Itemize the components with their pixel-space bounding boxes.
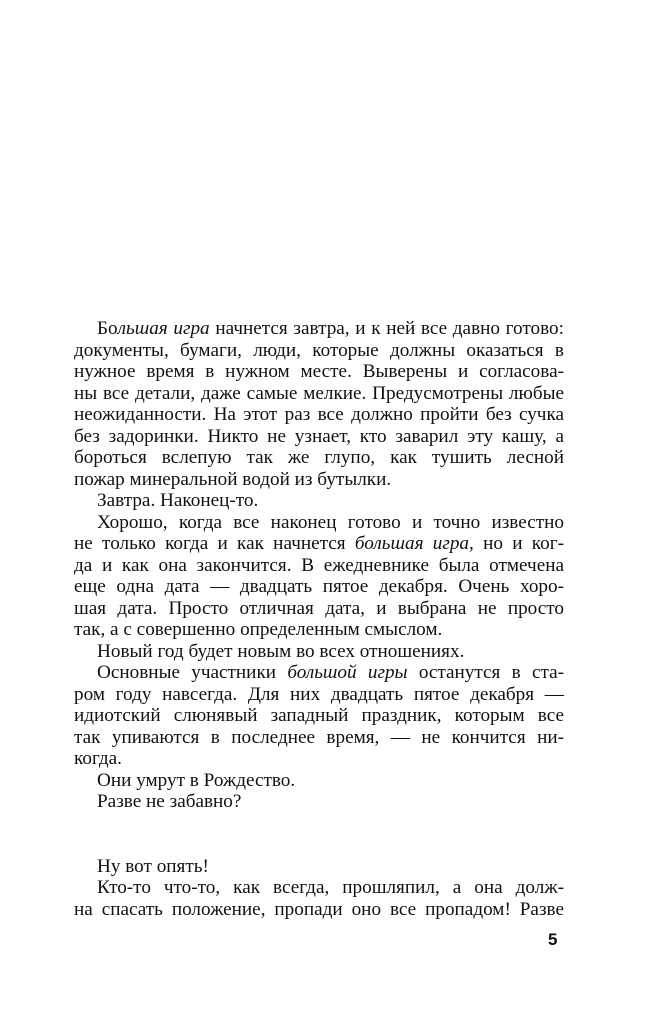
text-line: нужное время в нужном месте. Выверены и согласова- <box>74 361 564 382</box>
text-line: когда. <box>74 748 122 769</box>
text-line: Новый год будет новым во всех отношениях. <box>97 640 465 662</box>
text-line: так упиваются в последнее время, — не кончится ни- <box>74 726 564 748</box>
text-line: Основные участники большой игры останутся в ста- <box>97 662 565 683</box>
text-line: Они умрут в Рождество. <box>97 769 296 791</box>
text-line: пожар минеральной водой из бутылки. <box>74 468 392 490</box>
text-line: ны все детали, даже самые мелкие. Предусмотрены любые <box>74 382 564 404</box>
section-gap <box>74 813 564 856</box>
text-line: идиотский слюнявый западный праздник, которым все <box>74 705 564 726</box>
text-line: ром году навсегда. Для них двадцать пятое декабря — <box>74 683 564 705</box>
text-line: шая дата. Просто отличная дата, и выбрана не просто <box>74 597 564 619</box>
text-line: без задоринки. Никто не узнает, кто заварил эту кашу, а <box>74 425 564 447</box>
text-line: Большая игра начнется завтра, и к ней все давно готово: <box>97 318 564 339</box>
paragraph <box>74 318 564 490</box>
text-line: Хорошо, когда все наконец готово и точно известно <box>97 511 564 533</box>
text-line: не только когда и как начнется большая игра, но и ког- <box>74 533 564 554</box>
paragraph <box>74 770 564 792</box>
text-line: еще одна дата — двадцать пятое декабря. Очень хоро- <box>74 576 564 597</box>
italic-text: льшая игра <box>117 318 210 339</box>
text-line: неожиданности. На этот раз все должно пройти без сучка <box>74 404 564 425</box>
paragraph <box>74 512 564 641</box>
page-number: 5 <box>548 930 558 949</box>
text-line: на спасать положение, пропади оно все пропадом! Разве <box>74 898 564 920</box>
paragraph <box>74 641 564 663</box>
paragraph <box>74 877 564 920</box>
text-line: Завтра. Наконец-то. <box>97 490 259 511</box>
text-line: Кто-то что-то, как всегда, прошляпил, а она долж- <box>97 877 564 898</box>
paragraph <box>74 662 564 770</box>
paragraph <box>74 490 564 512</box>
text-line: бороться вслепую так же глупо, как тушить лесной <box>74 447 564 468</box>
italic-text: большая игра <box>354 533 470 554</box>
text-line: Разве не забавно? <box>97 791 242 812</box>
text-line: так, а с совершенно определенным смыслом. <box>74 619 443 640</box>
body-text <box>74 318 564 920</box>
italic-text: большой игры <box>287 662 408 683</box>
text-line: Ну вот опять! <box>97 855 209 877</box>
text-line: документы, бумаги, люди, которые должны оказаться в <box>74 339 564 361</box>
paragraph <box>74 856 564 878</box>
paragraph <box>74 791 564 813</box>
text-line: да и как она закончится. В ежедневнике была отмечена <box>74 554 564 576</box>
